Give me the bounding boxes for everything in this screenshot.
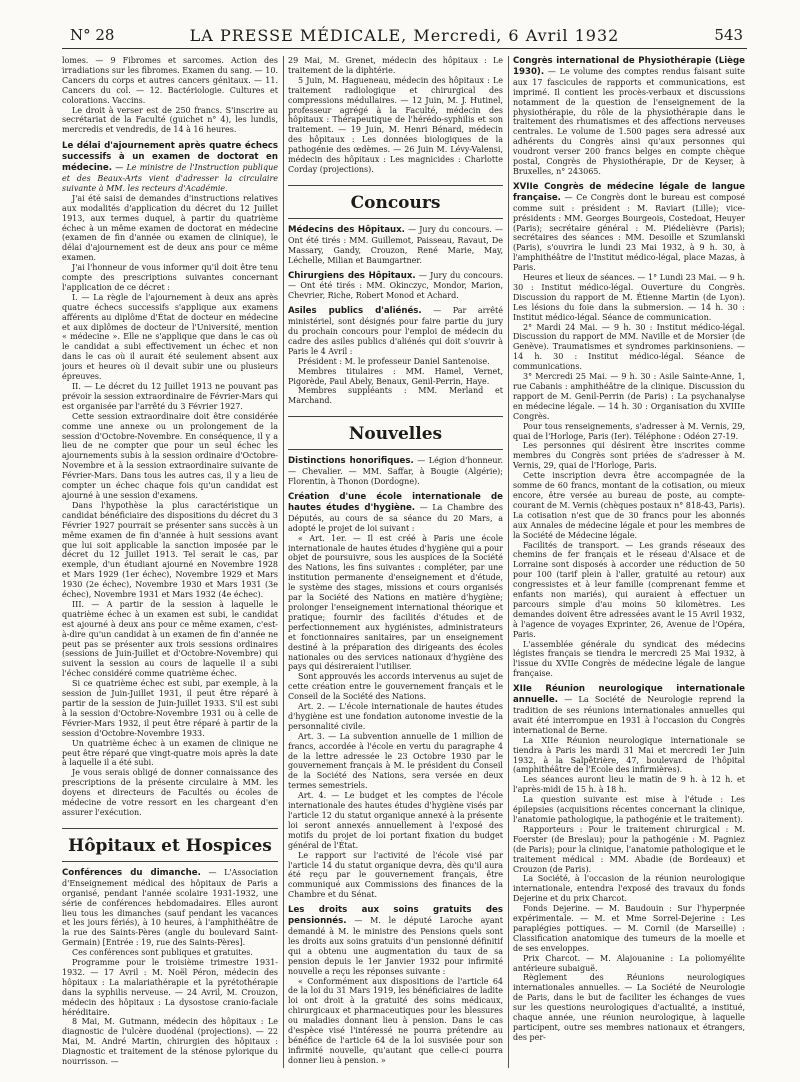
article-physiotherapie	[513, 56, 745, 177]
article-lead: — M. le député Laroche ayant demandé à M. le ministre des Pensions quels sont les droits aux soins gratuits d'un pensionné définitif qui a obtenu une augmentation du taux de sa pension depuis le 1er Janvier 1932 pour infirmité nouvelle a reçu les réponses suivante :	[288, 916, 503, 976]
paragraph: La Société, à l'occasion de la réunion neurologique internationale, entendra l'exposé des travaux du fonds Dejerine et du prix Charcot.	[513, 874, 745, 904]
paragraph: Art. 2. — L'école internationale de hautes études d'hygiène est une fondation autonome investie de la personnalité civile.	[288, 702, 503, 731]
paragraph: « Art. 1er. — Il est créé à Paris une école internationale de hautes études d'hygiène qui a pour objet de poursuivre, sous les auspices de la Société des Nations, les fins suivantes : compléter, par une institution permanente d'enseignement et d'étude, le système des stages, missions et cours organisés par la Société des Nations en matière d'hygiène; prolonger l'enseignement international théorique et pratique; fournir des facilités d'études et de perfectionnement aux hygiénistes, administrateurs et fonctionnaires sanitaires, par un enseignement destiné à la préparation des dirigeants des écoles nationales ou des services nationaux d'hygiène des pays qui désireraient l'utiliser.	[288, 533, 503, 672]
article-heading: Chirurgiens des Hôpitaux.	[288, 270, 416, 281]
paragraph: Facilités de transport. — Les grands réseaux des chemins de fer français et le réseau d'Alsace et de Lorraine sont disposés à accorder une réduction de 50 pour 100 (tarif plein à l'aller, gratuité au retour) aux congressistes et à leur famille (comprenant femme et enfants non mariés), qui auraient à effectuer un parcours simple d'au moins 50 kilomètres. Les demandes doivent être adressées avant le 15 Avril 1932, à l'agence de voyages Exprinter, 26, Avenue de l'Opéra, Paris.	[513, 540, 745, 639]
article-heading: Le délai d'ajournement après quatre échecs successifs à un examen de doctorat en médecine.	[62, 141, 278, 174]
paragraph: Les personnes qui désirent être inscrites comme membres du Congrès sont priées de s'adresser à M. Vernis, 29, quai de l'Horloge, Paris.	[513, 441, 745, 471]
paragraph: La question suivante est mise à l'étude : Les épilepsies (acquisitions récentes concernant la clinique, l'anatomie pathologique, la pathogénie et le traitement).	[513, 795, 745, 824]
paragraph: I. — La règle de l'ajournement à deux ans après quatre échecs successifs s'applique aux examens afférents au diplôme d'État de docteur en médecine et aux diplômes de docteur de l'Université, mention « médecine ». Elle ne s'applique que dans le cas où le candidat a subi effectivement un échec et non dans le cas où il aurait été seulement absent aux jours et heures où il devait subir une ou plusieurs épreuves.	[62, 292, 278, 382]
paragraph: Membres titulaires : MM. Hamel, Vernet, Pigorède, Paul Abely, Benaux, Genil-Perrin, Haye.	[288, 366, 503, 386]
column-3	[513, 56, 745, 1072]
paragraph: Prix Charcot. — M. Alajouanine : La poliomyélite antérieure subaiguë.	[513, 953, 745, 973]
paragraph: Sont approuvés les accords intervenus au sujet de cette création entre le gouvernement français et le Conseil de la Société des Nations.	[288, 672, 503, 702]
article-medecins-hopitaux	[288, 225, 503, 266]
page-number: 543	[714, 26, 743, 44]
paragraph: III. — A partir de la session à laquelle le quatrième échec à un examen est subi, le candidat est ajourné à deux ans pour ce même examen, c'est-à-dire qu'un candidat à un examen de fin d'année ne peut pas se présenter aux trois sessions ordinaires (sessions de Juin-Juillet et d'Octobre-Novembre) qui suivent la session au cours de laquelle il a subi l'échec considéré comme quatrième échec.	[62, 599, 278, 679]
article-heading: Distinctions honorifiques.	[288, 456, 414, 467]
paragraph: Un quatrième échec à un examen de clinique ne peut être réparé que vingt-quatre mois après la date à laquelle il a été subi.	[62, 738, 278, 768]
paragraph: L'assemblée générale du syndicat des médecins légistes français se tiendra le mercredi 25 Mai 1932, à l'issue du XVIIe Congrès de médecine légale de langue française.	[513, 639, 745, 679]
paragraph: Rapporteurs : Pour le traitement chirurgical : M. Foerster (de Breslau); pour la pathogénie : M. Pagniez (de Paris); pour la clinique, l'anatomie pathologique et le traitement médical : MM. Abadie (de Bordeaux) et Crouzon (de Paris).	[513, 824, 745, 874]
article-heading: XVIIe Congrès de médecine légale de langue française.	[513, 181, 745, 203]
paragraph: Règlement des Réunions neurologiques internationales annuelles. — La Société de Neurologie de Paris, dans le but de faciliter les échanges de vues sur les questions neurologiques d'actualité, a institué, chaque année, une réunion neurologique, à laquelle participent, outre ses membres nationaux et étrangers, des per-	[513, 973, 745, 1042]
paragraph: Pour tous renseignements, s'adresser à M. Vernis, 29, quai de l'Horloge, Paris (Ier). Téléphone : Odéon 27-19.	[513, 421, 745, 441]
article-heading: XIIe Réunion neurologique internationale annuelle.	[513, 684, 745, 706]
paragraph: Le rapport sur l'activité de l'école visé par l'article 14 du statut organique devra, dès qu'il aura été reçu par le gouvernement français, être communiqué aux Commissions des finances de la Chambre et du Sénat.	[288, 850, 503, 900]
article-lead: — Ce Congrès dont le bureau est composé comme suit : président : M. Raviart (Lille); vice-présidents : MM. Georges Bourgeois, Costedoat, Heuyer (Paris); secrétaire général : M. Piédelièvre (Paris); secrétaires des séances : MM. Desoille et Szumlanski (Paris), s'ouvrira le lundi 23 Mai 1932, à 9 h. 30, à l'amphithéâtre de l'Institut médico-légal, place Mazas, à Paris.	[513, 192, 745, 273]
paragraph: Programme pour le troisième trimestre 1931-1932. — 17 Avril : M. Noël Péron, médecin des hôpitaux : La malariathérapie et la pyrétothérapie dans la syphilis nerveuse. — 24 Avril, M. Crouzon, médecin des hôpitaux : La dysostose cranio-faciale héréditaire.	[62, 958, 278, 1017]
article-soins-gratuits	[288, 905, 503, 976]
article-heading: Les droits aux soins gratuits des pensionnés.	[288, 905, 503, 927]
article-lead: — La Société de Neurologie reprend la tradition de ses réunions internationales annuelles qui avait été interrompue en 1931 à l'occasion du Congrès international de Berne.	[513, 695, 745, 735]
paragraph: J'ai l'honneur de vous informer qu'il doit être tenu compte des prescriptions suivantes concernant l'application de ce décret :	[62, 263, 278, 292]
paragraph: 5 Juin, M. Hagueneau, médecin des hôpitaux : Le traitement radiologique et chirurgical des compressions médullaires. — 12 Juin, M. J. Hutinel, professeur agrégé à la Faculté, médecin des hôpitaux : Thérapeutique de l'hérédo-syphilis et son traitement. — 19 Juin, M. Henri Bénard, médecin des hôpitaux : Les données biologiques de la pathogénie des œdèmes. — 26 Juin M. Lévy-Valensi, médecin des hôpitaux : Les magnicides : Charlotte Corday (projections).	[288, 75, 503, 174]
paragraph: Si ce quatrième échec est subi, par exemple, à la session de Juin-Juillet 1931, il peut être réparé à partir de la session de Juin-Juillet 1933. S'il est subi à la session d'Octobre-Novembre 1931 ou à celle de Février-Mars 1932, il peut être réparé à partir de la session d'Octobre-Novembre 1933.	[62, 679, 278, 738]
article-distinctions	[288, 456, 503, 487]
article-delai-ajournement	[62, 141, 278, 194]
article-conferences	[62, 868, 278, 948]
article-lead: — Par arrêté ministériel, sont désignés pour faire partie du jury du prochain concours pour l'emploi de médecin du cadre des asiles publics d'aliénés qui doit s'ouvrir à Paris le 4 Avril :	[288, 306, 503, 356]
paragraph: Ces conférences sont publiques et gratuites.	[72, 948, 253, 958]
paragraph: Art. 4. — Le budget et les comptes de l'école internationale des hautes études d'hygiène visés par l'article 12 du statut organique annexé à la présente loi seront annexés annuellement à l'exposé des motifs du projet de loi portant fixation du budget général de l'État.	[288, 791, 503, 850]
article-lead: — Jury du concours. — Ont été tirés : MM. Guillemot, Paisseau, Ravaut, De Massary, Gandy, Crouzon, René Marie, May, Léchelle, Milian et Baumgartner.	[288, 224, 503, 265]
article-lead: — La Chambre des Députés, au cours de sa séance du 20 Mars, a adopté le projet de loi suivant :	[288, 502, 503, 533]
paragraph: Heures et lieux de séances. — 1° Lundi 23 Mai. — 9 h. 30 : Institut médico-légal. Ouverture du Congrès. Discussion du rapport de M. Étienne Martin (de Lyon). Les lésions du foie dans la submersion. — 14 h. 30 : Institut médico-légal. Séance de communication.	[513, 273, 745, 322]
article-heading: Congrès international de Physiothérapie (Liège 1930).	[513, 56, 745, 77]
paragraph: Président : M. le professeur Daniel Santenoise.	[298, 356, 490, 366]
article-heading: Médecins des Hôpitaux.	[288, 224, 405, 235]
section-heading-concours: Concours	[288, 185, 503, 219]
paragraph: 3° Mercredi 25 Mai. — 9 h. 30 : Asile Sainte-Anne, 1, rue Cabanis : amphithéâtre de la clinique. Discussion du rapport de M. Genil-Perrin (de Paris) : La psychanalyse en médecine légale. — 14 h. 30 : Organisation du XVIIIe Congrès.	[513, 372, 745, 421]
paragraph: Fonds Dejerine. — M. Baudouin : Sur l'hyperpnée expérimentale. — M. et Mme Sorrel-Dejerine : Les paraplégies pottiques. — M. Cornil (de Marseille) : Classification anatomique des tumeurs de la moelle et de ses enveloppes.	[513, 904, 745, 953]
column-rule-1	[283, 56, 284, 1068]
article-ecole-hygiene	[288, 492, 503, 534]
paragraph: lomes. — 9 Fibromes et sarcomes. Action des irradiations sur les fibromes. Examen du sang. — 10. Cancers du corps et autres cancers génitaux. — 11. Cancers du col. — 12. Bactériologie. Cultures et colorations. Vaccins.	[62, 56, 278, 105]
paragraph: Les séances auront lieu le matin de 9 h. à 12 h. et l'après-midi de 15 h. à 18 h.	[513, 775, 745, 795]
paragraph: Le droit à verser est de 250 francs. S'inscrire au secrétariat de la Faculté (guichet n° 4), les lundis, mercredis et vendredis, de 14 à 16 heures.	[62, 105, 278, 135]
article-heading: Asiles publics d'aliénés.	[288, 306, 422, 317]
paragraph: 8 Mai, M. Gutmann, médecin des hôpitaux : Le diagnostic de l'ulcère duodénal (projections). — 22 Mai, M. André Martin, chirurgien des hôpitaux : Diagnostic et traitement de la sténose pylorique du nourrisson. —	[62, 1017, 278, 1067]
journal-title: LA PRESSE MÉDICALE, Mercredi, 6 Avril 1932	[189, 26, 620, 45]
column-rule-2	[508, 56, 509, 1068]
article-medecine-legale	[513, 182, 745, 273]
section-heading-hopitaux: Hôpitaux et Hospices	[62, 828, 278, 862]
paragraph: Art. 3. — La subvention annuelle de 1 million de francs, accordée à l'école en vertu du paragraphe 4 de la lettre adressée le 23 Octobre 1930 par le gouvernement français à M. le président du Conseil de la Société des Nations, sera versée en deux termes semestriels.	[288, 731, 503, 791]
column-1	[62, 56, 278, 1072]
article-lead: — Légion d'honneur. — Chevalier. — MM. Saffar, à Bougie (Algérie); Florentin, à Thonon (Dordogne).	[288, 456, 503, 487]
masthead	[62, 26, 747, 49]
paragraph: « Conformément aux dispositions de l'article 64 de la loi du 31 Mars 1919, les bénéficiaires de ladite loi ont droit à la gratuité des soins médicaux, chirurgicaux et pharmaceutiques pour les blessures ou maladies donnant lieu à pension. Dans le cas d'espèce visé l'intéressé ne pourra prétendre au bénéfice de l'article 64 de la loi susvisée pour son infirmité nouvelle, qu'autant que celle-ci pourra donner lieu à pension. »	[288, 976, 503, 1065]
paragraph: Cette inscription devra être accompagnée de la somme de 60 francs, montant de la cotisation, ou mieux encore, être versée au bureau de poste, au compte-courant de M. Vernis (chèques postaux n° 818-43, Paris). La cotisation n'est que de 30 francs pour les abonnés aux Annales de médecine légale et pour les membres de la Société de Médecine légale.	[513, 471, 745, 540]
article-lead: — Le ministre de l'Instruction publique et des Beaux-Arts vient d'adresser la circulaire suivante à MM. les recteurs d'Académie.	[62, 163, 278, 193]
paragraph: Je vous serais obligé de donner connaissance des prescriptions de la présente circulaire à MM. les doyens et directeurs de Facultés ou écoles de médecine de votre ressort en les chargeant d'en assurer l'exécution.	[62, 768, 278, 817]
paragraph: Cette session extraordinaire doit être considérée comme une annexe ou un prolongement de la session d'Octobre-Novembre. En conséquence, il y a lieu de ne compter que pour un seul échec les ajournements subis à la session ordinaire d'Octobre-Novembre et à la session extraordinaire suivante de Février-Mars. Dans tous les autres cas, il y a lieu de compter un échec chaque fois qu'un candidat est ajourné à une session d'examens.	[62, 411, 278, 500]
article-asiles	[288, 306, 503, 357]
paragraph: II. — Le décret du 12 Juillet 1913 ne pouvant pas prévoir la session extraordinaire de Février-Mars qui est organisée par l'arrêté du 3 Février 1927.	[62, 382, 278, 411]
article-reunion-neurologique	[513, 684, 745, 736]
article-chirurgiens-hopitaux	[288, 271, 503, 302]
paragraph: J'ai été saisi de demandes d'instructions relatives aux modalités d'application du décret du 12 Juillet 1913, aux termes duquel, à partir du quatrième échec à un même examen de doctorat en médecine (examen de fin d'année ou examen de clinique), le délai d'ajournement est de deux ans pour ce même examen.	[62, 193, 278, 263]
section-heading-nouvelles: Nouvelles	[288, 416, 503, 450]
paragraph: La XIIe Réunion neurologique internationale se tiendra à Paris les mardi 31 Mai et mercredi 1er Juin 1932, à la Salpêtrière, 47, boulevard de l'hôpital (amphithéâtre de l'École des infirmières).	[513, 735, 745, 775]
paragraph: Dans l'hypothèse la plus caractéristique un candidat bénéficiaire des dispositions du décret du 3 Février 1927 pourrait se présenter sans succès à un même examen de fin d'année à huit sessions avant que lui soit applicable la sanction imposée par le décret du 12 Juillet 1913. Tel serait le cas, par exemple, d'un étudiant ajourné en Novembre 1928 et Mars 1929 (1er échec), Novembre 1929 et Mars 1930 (2e échec), Novembre 1930 et Mars 1931 (3e échec), Novembre 1931 et Mars 1932 (4e échec).	[62, 500, 278, 600]
article-heading: Création d'une école internationale de hautes études d'hygiène.	[288, 492, 503, 513]
article-lead: — Le volume des comptes rendus faisant suite aux 17 fascicules de rapports et communications, est imprimé. Il contient les procès-verbaux et discussions notamment de la question de l'enseignement de la physiothérapie, du rôle de la physiothérapie dans le traitement des rhumatismes et des affections nerveuses centrales. Le volume de 1.500 pages sera adressé aux adhérents du Congrès ainsi qu'aux personnes qui voudront verser 200 francs belges en compte chèque postal, Congrès de Physiothérapie, Dr de Keyser, à Bruxelles, n° 243065.	[513, 66, 745, 176]
issue-number: N° 28	[70, 26, 115, 44]
column-2	[288, 56, 503, 1072]
paragraph: 29 Mai, M. Grenet, médecin des hôpitaux : Le traitement de la diphtérie.	[288, 56, 503, 75]
paragraph: 2° Mardi 24 Mai. — 9 h. 30 : Institut médico-légal. Discussion du rapport de MM. Naville et de Morsier (de Genève). Traumatismes et syndromes parkinsoniens. — 14 h. 30 : Institut médico-légal. Séance de communications.	[513, 322, 745, 372]
article-heading: Conférences du dimanche.	[62, 867, 201, 878]
paragraph: Membres suppléants : MM. Merland et Marchand.	[288, 386, 503, 406]
article-lead: — Jury du concours. — Ont été tirés : MM. Okinczyc, Mondor, Marion, Chevrier, Riche, Robert Monod et Achard.	[288, 270, 503, 301]
article-lead: — L'Association d'Enseignement médical des hôpitaux de Paris a organisé, pendant l'année scolaire 1931-1932, une série de conférences hebdomadaires. Elles auront lieu tous les dimanches (sauf pendant les vacances et les jours fériés), à 10 heures, à l'amphithéâtre de la rue des Saints-Pères (angle du boulevard Saint-Germain) [Entrée : 19, rue des Saints-Pères].	[62, 867, 278, 948]
